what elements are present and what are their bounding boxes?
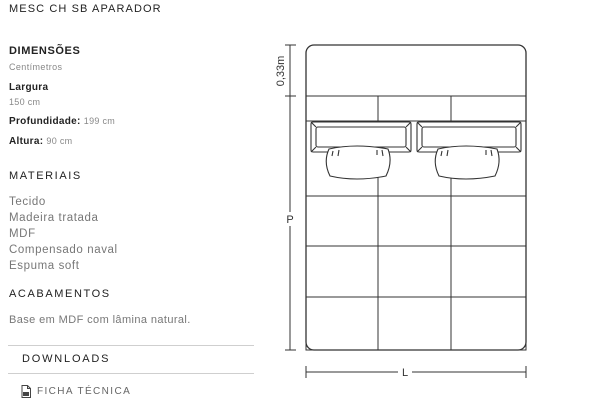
width-label: Largura — [9, 82, 49, 93]
depth-value: 199 cm — [83, 116, 116, 126]
height-label: Altura: — [9, 136, 44, 147]
finishes-heading: ACABAMENTOS — [9, 288, 111, 300]
cushion-right — [435, 146, 499, 179]
material-item: Espuma soft — [9, 260, 80, 272]
ficha-tecnica-label: FICHA TÉCNICA — [37, 386, 132, 397]
material-item: Tecido — [9, 196, 46, 208]
dimensions-unit: Centímetros — [9, 62, 63, 72]
dimensions-heading: DIMENSÕES — [9, 45, 81, 57]
cushion-left — [326, 146, 390, 179]
downloads-toggle[interactable]: DOWNLOADS — [22, 353, 111, 365]
headboard-dimension-label: 0,33m — [275, 55, 287, 87]
depth-dimension-label: P — [286, 214, 294, 226]
width-dimension-line — [306, 366, 526, 378]
depth-dimension-line — [285, 45, 296, 350]
material-item: Compensado naval — [9, 244, 118, 256]
materials-heading: MATERIAIS — [9, 170, 82, 182]
width-dimension-label: L — [401, 367, 409, 379]
width-value: 150 cm — [9, 97, 41, 107]
product-title: MESC CH SB APARADOR — [9, 3, 162, 15]
material-item: MDF — [9, 228, 36, 240]
finishes-text: Base em MDF com lâmina natural. — [9, 314, 191, 326]
height-value: 90 cm — [46, 136, 73, 146]
material-item: Madeira tratada — [9, 212, 99, 224]
depth-label: Profundidade: — [9, 116, 81, 127]
bed-outline — [306, 45, 526, 350]
